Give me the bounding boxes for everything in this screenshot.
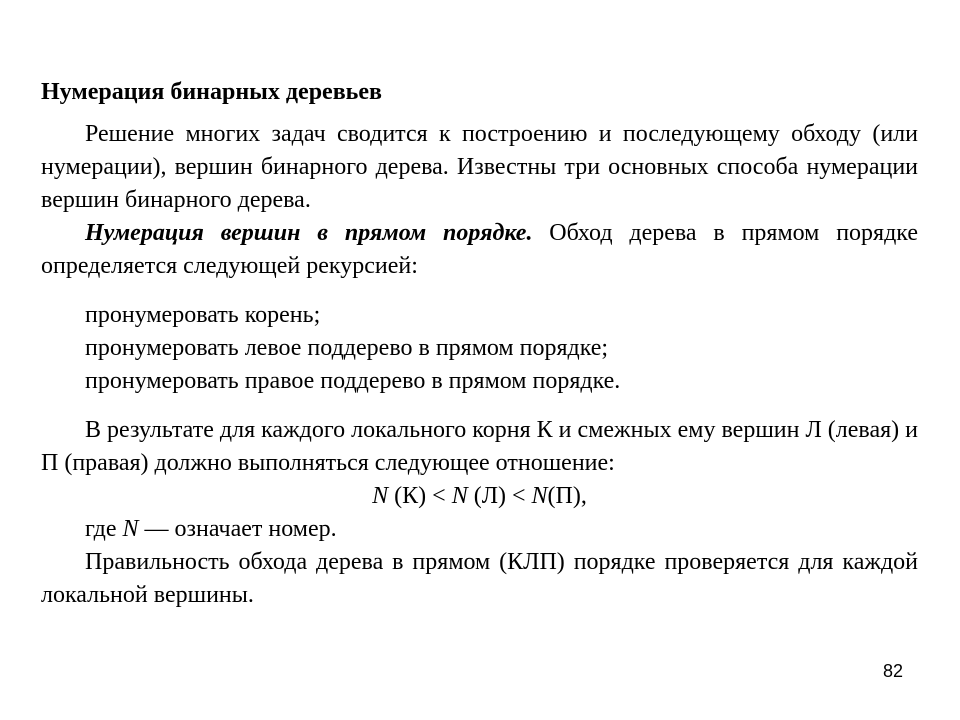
list-item: пронумеровать левое поддерево в прямом порядке; <box>85 335 609 361</box>
formula-symbol: N <box>451 483 468 509</box>
where-symbol: N <box>122 516 139 542</box>
result-paragraph: В результате для каждого локального корня К и смежных ему вершин Л (левая) и П (правая) должно выполняться следующее отношение: <box>41 417 918 476</box>
where-suffix: — означает номер. <box>138 516 337 542</box>
intro-paragraph: Решение многих задач сводится к построению и последующему обходу (или нумерации), вершин бинарного дерева. Известны три основных способа нумерации вершин бинарного дерева. <box>41 121 918 213</box>
document-page <box>41 76 918 612</box>
formula-symbol: N <box>372 483 389 509</box>
formula-symbol: N <box>531 483 548 509</box>
formula-part: (К) < <box>388 483 452 509</box>
formula-part: (П), <box>547 483 587 509</box>
recursion-steps <box>41 299 918 398</box>
list-item: пронумеровать правое поддерево в прямом порядке. <box>85 368 621 394</box>
order-formula <box>41 480 918 513</box>
conclusion-paragraph: Правильность обхода дерева в прямом (КЛП) порядке проверяется для каждой локальной вершины. <box>41 549 918 608</box>
preorder-paragraph <box>41 217 918 283</box>
preorder-term: Нумерация вершин в прямом порядке. <box>85 220 533 246</box>
where-prefix: где <box>85 516 123 542</box>
section-heading: Нумерация бинарных деревьев <box>41 79 382 105</box>
formula-part: (Л) < <box>467 483 532 509</box>
page-number: 82 <box>882 661 903 681</box>
preorder-text: Обход дерева в прямом порядке определяется следующей рекурсией: <box>41 220 919 279</box>
list-item: пронумеровать корень; <box>85 302 321 328</box>
where-line <box>41 513 918 546</box>
